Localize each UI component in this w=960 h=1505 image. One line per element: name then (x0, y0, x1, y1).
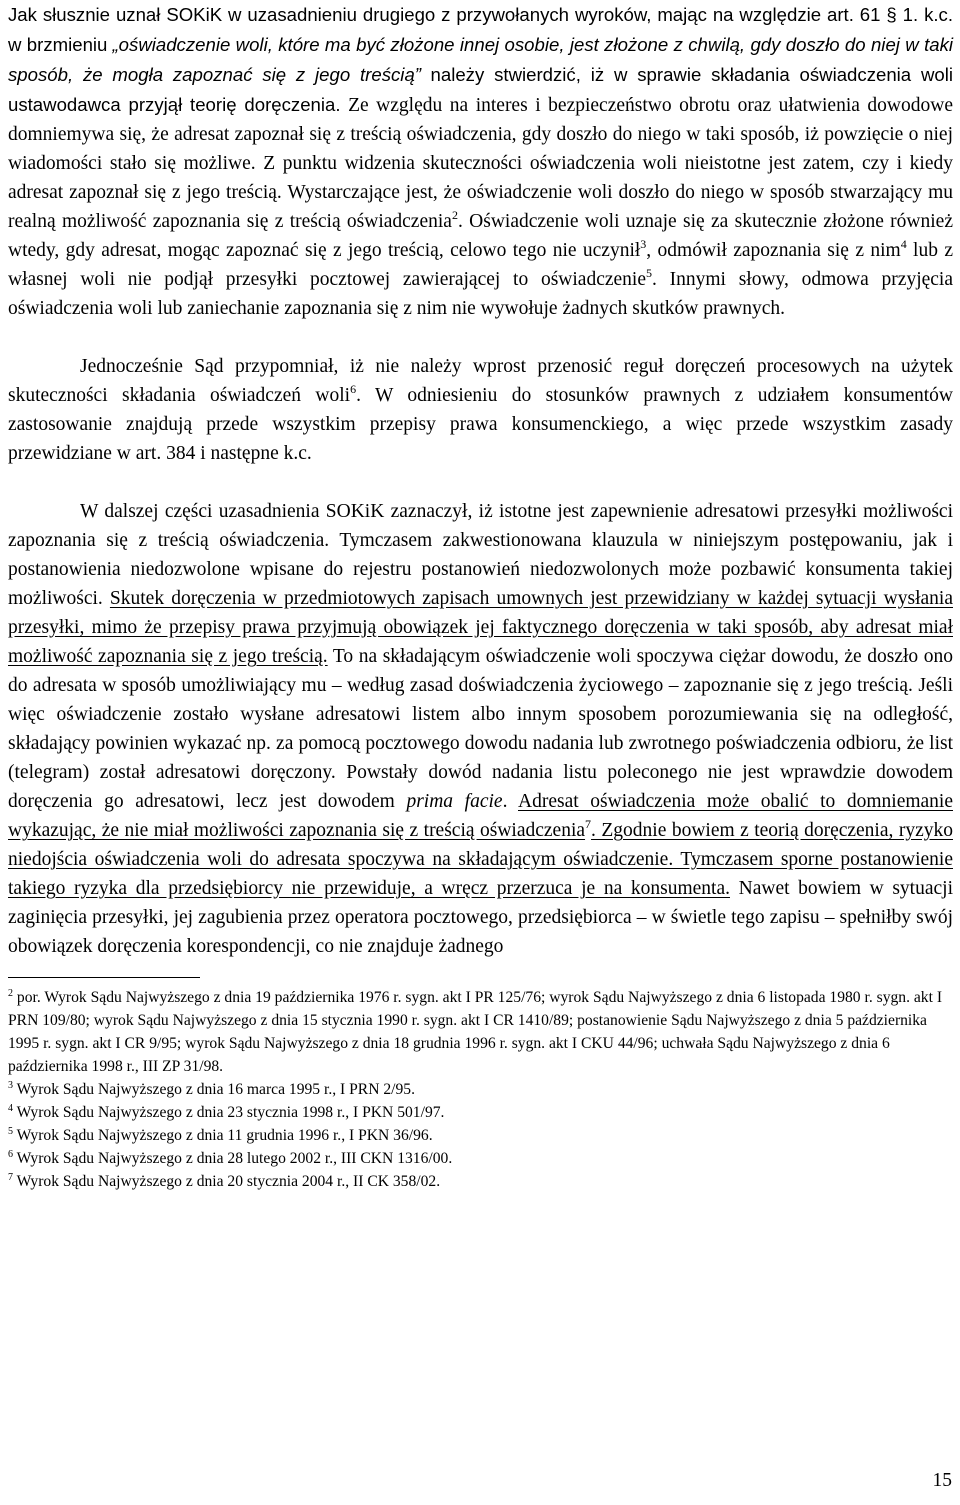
footnote-text: Wyrok Sądu Najwyższego z dnia 20 stycznia 2004 r., II CK 358/02. (16, 1173, 441, 1190)
paragraph-3-intro: W dalszej części uzasadnienia SOKiK zaznaczył, iż istotne jest zapewnienie adresatowi przesyłki możliwości zapoznania się z treścią oświadczenia. Tymczasem zakwestionowana klauzula w niniejszym postępowaniu, jak i postanowienia niedozwolone wpisane do rejestru postanowień niedozwolonych może pozbawić konsumenta takiej możliwości. (8, 501, 953, 609)
prima-facie-term: prima facie (406, 791, 503, 812)
paragraph-1-intro: Jak słusznie uznał SOKiK w uzasadnieniu drugiego z przywołanych wyroków, mając na względzie art. 61 § 1. k.c. w brzmieniu (8, 4, 953, 55)
footnote-number: 6 (8, 1149, 13, 1160)
footnote-ref-2[interactable]: 2 (451, 208, 458, 222)
footnote-6 (8, 1147, 953, 1170)
article-quote: „oświadczenie woli, które ma być złożone innej osobie, jest złożone z chwilą, gdy doszło do niej w taki sposób, że mogła zapoznać się z jego treścią” (8, 34, 954, 85)
page-number: 15 (932, 1470, 952, 1491)
footnote-ref-4[interactable]: 4 (900, 237, 907, 251)
underlined-risk-allocation: . Zgodnie bowiem z teorią doręczenia, ryzyko niedojścia oświadczenia woli do adresata spoczywa na składającym oświadczenie. Tymczasem sporne postanowienie takiego ryzyka dla przedsiębiorcy nie przewiduje, a wręcz przerzuca je na konsumenta. (8, 820, 953, 899)
footnote-ref-7[interactable]: 7 (585, 817, 592, 831)
footnote-ref-6[interactable]: 6 (350, 382, 357, 396)
paragraph-3 (8, 497, 953, 961)
footnote-number: 3 (8, 1080, 13, 1091)
footnote-7 (8, 1170, 953, 1193)
footnote-3 (8, 1078, 953, 1101)
paragraph-3-period: . (502, 791, 508, 812)
paragraph-1-refusal: . Oświadczenie woli uznaje się za skutecznie złożone również wtedy, gdy adresat, mogąc zapoznać się z jego treścią, celowo tego nie uczynił (8, 211, 953, 261)
footnote-text: Wyrok Sądu Najwyższego z dnia 23 stycznia 1998 r., I PKN 501/97. (16, 1104, 445, 1121)
underlined-rebuttal: Adresat oświadczenia może obalić to domniemanie wykazując, że nie miał możliwości zapoznania się z treścią oświadczenia (8, 791, 953, 841)
footnote-number: 2 (8, 988, 13, 999)
paragraph-2-intro: Jednocześnie Sąd przypomniał, iż nie należy wprost przenosić reguł doręczeń procesowych na użytek skuteczności składania oświadczeń woli (8, 356, 953, 406)
footnote-5 (8, 1124, 953, 1147)
footnote-4 (8, 1101, 953, 1124)
footnote-text: por. Wyrok Sądu Najwyższego z dnia 19 października 1976 r. sygn. akt I PR 125/76; wyrok Sądu Najwyższego z dnia 6 listopada 1980 r. sygn. akt I PRN 109/80; wyrok Sądu Najwyższego z dnia 15 stycznia 1990 r. sygn. akt I CR 1410/89; postanowienie Sądu Najwyższego z dnia 5 października 1995 r. sygn. akt I CR 9/95; wyrok Sądu Najwyższego z dnia 18 grudnia 1996 r. sygn. akt I CKU 44/96; uchwała Sądu Najwyższego z dnia 6 października 1998 r., III ZP 31/98. (8, 989, 943, 1075)
paragraph-1-refused: , odmówił zapoznania się z nim (646, 240, 901, 261)
underlined-delivery-effect: Skutek doręczenia w przedmiotowych zapisach umownych jest przewidziany w każdej sytuacji wysłania przesyłki, mimo że przepisy prawa przyjmują obowiązek jej faktycznego doręczenia w taki sposób, aby adresat miał możliwość zapoznania się z jego treścią. (8, 588, 953, 667)
paragraph-1-effectiveness: Z punktu widzenia skuteczności oświadczenia woli nieistotne jest zatem, czy i kiedy adresat zapoznał się z jego treścią. Wystarczające jest, że oświadczenie woli doszło do niego w sposób stwarzający mu realną możliwość zapoznania się z treścią oświadczenia (8, 153, 954, 232)
footnote-text: Wyrok Sądu Najwyższego z dnia 11 grudnia 1996 r., I PKN 36/96. (16, 1127, 433, 1144)
footnote-ref-3[interactable]: 3 (640, 237, 647, 251)
footnote-text: Wyrok Sądu Najwyższego z dnia 16 marca 1995 r., I PRN 2/95. (16, 1081, 415, 1098)
footnote-ref-5[interactable]: 5 (646, 266, 652, 280)
document-page (8, 0, 953, 1193)
footnote-number: 7 (8, 1172, 13, 1183)
paragraph-2 (8, 352, 953, 468)
paragraph-3-burden-of-proof: To na składającym oświadczenie woli spoczywa ciężar dowodu, że doszło ono do adresata w sposób umożliwiający mu – według zasad doświadczenia życiowego – zapoznanie się z jego treścią. Jeśli więc oświadczenie zostało wysłane adresatowi listem albo innym sposobem porozumiewania się na odległość, składający powinien wykazać np. za pomocą pocztowego dowodu nadania lub zwrotnego poświadczenia odbioru, że list (telegram) został adresatowi doręczony. Powstały dowód nadania listu poleconego nie jest wprawdzie dowodem doręczenia go adresatowi, lecz jest dowodem (8, 646, 953, 812)
paragraph-1-presumption: Ze względu na interes i bezpieczeństwo obrotu oraz ułatwienia dowodowe domniemywa się, że adresat zapoznał się z treścią oświadczenia, gdy doszło do niego w taki sposób, iż powzięcie o niej wiadomości stało się możliwe. (8, 95, 954, 174)
paragraph-1-conclusion: należy stwierdzić, iż w sprawie składania oświadczenia woli ustawodawca przyjął teorię doręczenia. (8, 64, 954, 115)
paragraph-2-consumer-law: . W odniesieniu do stosunków prawnych z udziałem konsumentów zastosowanie znajdują przede wszystkim przepisy prawa konsumenckiego, a więc przede wszystkim zasady przewidziane w art. 384 i następne k.c. (8, 385, 953, 464)
paragraph-1-parcel: lub z własnej woli nie podjął przesyłki pocztowej zawierającej to oświadczenie (8, 240, 953, 290)
paragraph-1 (8, 0, 953, 323)
footnote-number: 4 (8, 1103, 13, 1114)
footnote-2 (8, 986, 953, 1078)
footnote-number: 5 (8, 1126, 13, 1137)
paragraph-3-lost-parcel: Nawet bowiem w sytuacji zaginięcia przesyłki, jej zagubienia przez operatora pocztowego, przedsiębiorca – w świetle tego zapisu – spełniłby swój obowiązek doręczenia korespondencji, co nie znajduje żadnego (8, 878, 953, 957)
footnote-text: Wyrok Sądu Najwyższego z dnia 28 lutego 2002 r., III CKN 1316/00. (16, 1150, 453, 1167)
footnote-separator (8, 977, 200, 978)
paragraph-1-summary: . Innymi słowy, odmowa przyjęcia oświadczenia woli lub zaniechanie zapoznania się z nim nie wywołuje żadnych skutków prawnych. (8, 269, 953, 319)
